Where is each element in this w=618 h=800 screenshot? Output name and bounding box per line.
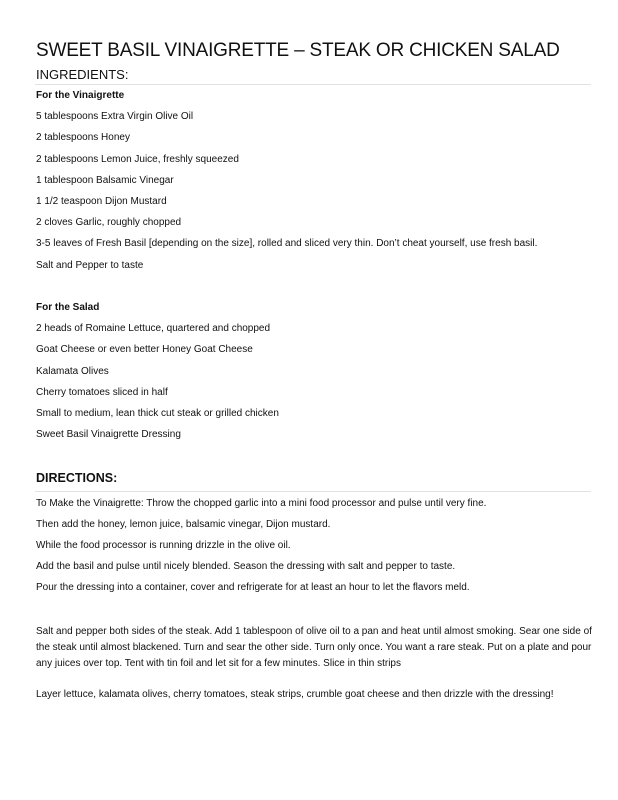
ingredient-item: 5 tablespoons Extra Virgin Olive Oil <box>36 111 194 122</box>
ingredient-item: Salt and Pepper to taste <box>36 260 144 271</box>
direction-step: Pour the dressing into a container, cover and refrigerate for at least an hour to let the flavors meld. <box>36 582 470 593</box>
ingredient-item: 2 tablespoons Honey <box>36 132 130 143</box>
ingredient-item: 1 1/2 teaspoon Dijon Mustard <box>36 196 167 207</box>
ingredient-item: Kalamata Olives <box>36 366 109 377</box>
ingredients-heading: INGREDIENTS: <box>36 67 129 82</box>
divider <box>35 491 591 492</box>
divider <box>35 84 591 85</box>
ingredient-item: 2 heads of Romaine Lettuce, quartered and chopped <box>36 323 271 334</box>
ingredient-item: 2 tablespoons Lemon Juice, freshly squeezed <box>36 154 239 165</box>
ingredient-item: Cherry tomatoes sliced in half <box>36 387 168 398</box>
direction-step: To Make the Vinaigrette: Throw the chopped garlic into a mini food processor and pulse until very fine. <box>36 498 487 509</box>
ingredient-item: 1 tablespoon Balsamic Vinegar <box>36 175 174 186</box>
ingredient-item: 2 cloves Garlic, roughly chopped <box>36 217 182 228</box>
directions-heading: DIRECTIONS: <box>36 471 118 485</box>
direction-step: Then add the honey, lemon juice, balsamic vinegar, Dijon mustard. <box>36 519 331 530</box>
ingredient-item: Sweet Basil Vinaigrette Dressing <box>36 429 181 440</box>
ingredient-item: Goat Cheese or even better Honey Goat Cheese <box>36 344 253 355</box>
ingredient-item: 3-5 leaves of Fresh Basil [depending on the size], rolled and sliced very thin. Don’t cheat yourself, use fresh basil. <box>36 238 538 249</box>
page-title: SWEET BASIL VINAIGRETTE – STEAK OR CHICKEN SALAD <box>36 40 560 61</box>
ingredient-item: Small to medium, lean thick cut steak or grilled chicken <box>36 408 279 419</box>
vinaigrette-heading: For the Vinaigrette <box>36 90 125 101</box>
direction-step: While the food processor is running drizzle in the olive oil. <box>36 540 291 551</box>
direction-step: Add the basil and pulse until nicely blended. Season the dressing with salt and pepper to taste. <box>36 561 456 572</box>
steak-paragraph: Salt and pepper both sides of the steak. Add 1 tablespoon of olive oil to a pan and heat until almost smoking. Sear one side of the steak until almost blackened. Turn and sear the other side. Turn only once. You want a rare steak. Put on a plate and pour any juices over top. Tent with tin foil and let sit for a few minutes. Slice in thin strips <box>36 626 592 669</box>
salad-heading: For the Salad <box>36 302 100 313</box>
assemble-paragraph: Layer lettuce, kalamata olives, cherry tomatoes, steak strips, crumble goat cheese and then drizzle with the dressing! <box>36 689 554 700</box>
